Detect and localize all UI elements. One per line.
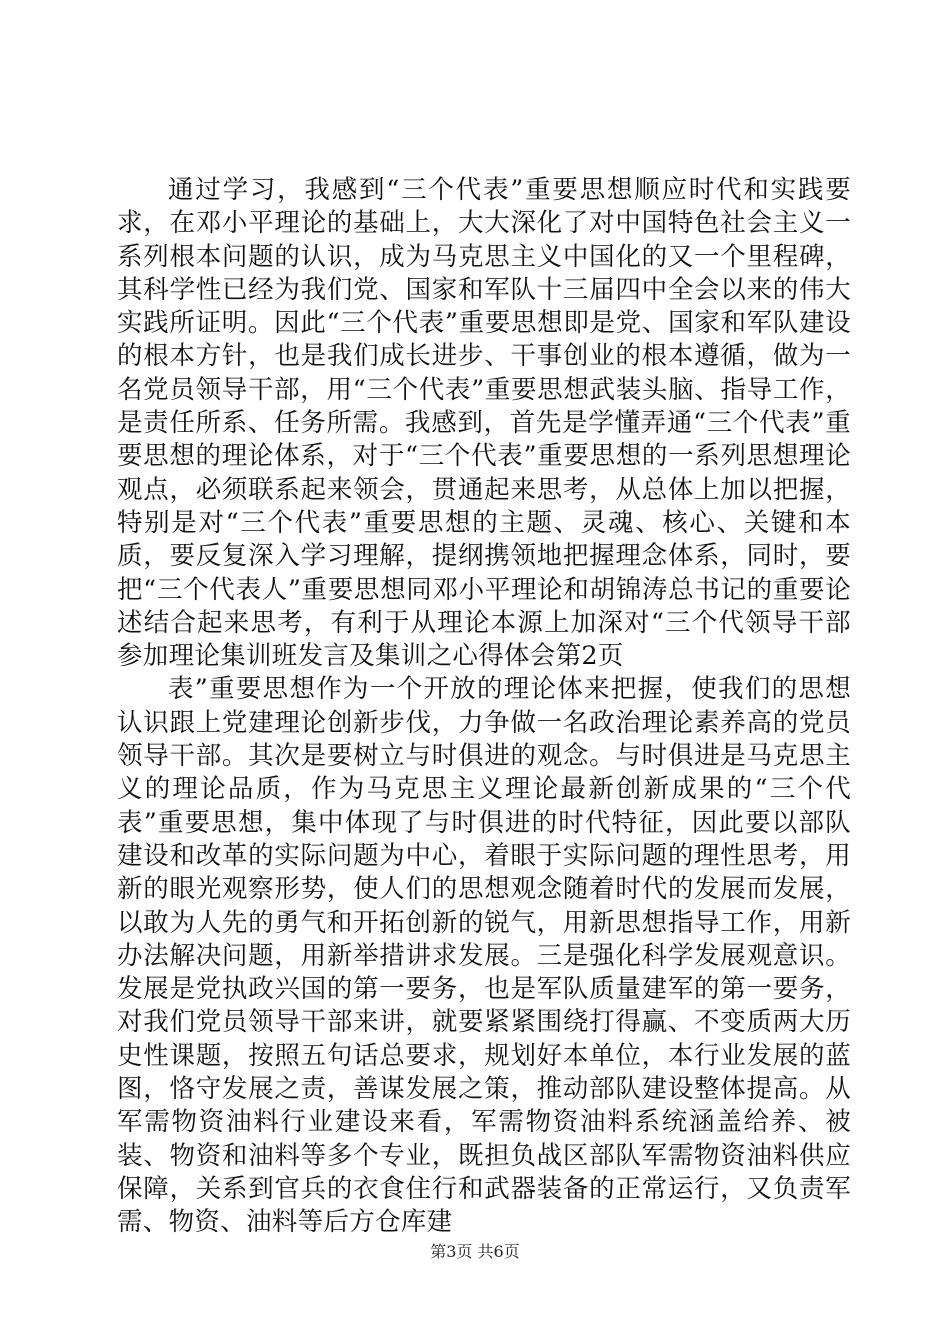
document-body — [117, 174, 851, 1240]
page-footer: 第3页 共6页 — [430, 1242, 520, 1261]
paragraph-1: 通过学习，我感到“三个代表”重要思想顺应时代和实践要求，在邓小平理论的基础上，大大深化了对中国特色社会主义一系列根本问题的认识，成为马克思主义中国化的又一个里程碑，其科学性已经为我们党、国家和军队十三届四中全会以来的伟大实践所证明。因此“三个代表”重要思想即是党、国家和军队建设的根本方针，也是我们成长进步、干事创业的根本遵循，做为一名党员领导干部，用“三个代表”重要思想武装头脑、指导工作，是责任所系、任务所需。我感到，首先是学懂弄通“三个代表”重要思想的理论体系，对于“三个代表”重要思想的一系列思想理论观点，必须联系起来领会，贯通起来思考，从总体上加以把握，特别是对“三个代表”重要思想的主题、灵魂、核心、关键和本质，要反复深入学习理解，提纲携领地把握理念体系，同时，要把“三个代表人”重要思想同邓小平理论和胡锦涛总书记的重要论述结合起来思考，有利于从理论本源上加深对“三个代领导干部参加理论集训班发言及集训之心得体会第2页 — [117, 175, 851, 672]
paragraph-2: 表”重要思想作为一个开放的理论体来把握，使我们的思想认识跟上党建理论创新步伐，力争做一名政治理论素养高的党员领导干部。其次是要树立与时俱进的观念。与时俱进是马克思主义的理论品质，作为马克思主义理论最新创新成果的“三个代表”重要思想，集中体现了与时俱进的时代特征，因此要以部队建设和改革的实际问题为中心，着眼于实际问题的理性思考，用新的眼光观察形势，使人们的思想观念随着时代的发展而发展，以敢为人先的勇气和开拓创新的锐气，用新思想指导工作，用新办法解决问题，用新举措讲求发展。三是强化科学发展观意识。发展是党执政兴国的第一要务，也是军队质量建军的第一要务，对我们党员领导干部来讲，就要紧紧围绕打得赢、不变质两大历史性课题，按照五句话总要求，规划好本单位，本行业发展的蓝图，恪守发展之责，善谋发展之策，推动部队建设整体提高。从军需物资油料行业建设来看，军需物资油料系统涵盖给养、被装、物资和油料等多个专业，既担负战区部队军需物资油料供应保障，关系到官兵的衣食住行和武器装备的正常运行，又负责军需、物资、油料等后方仓库建 — [117, 674, 851, 1238]
